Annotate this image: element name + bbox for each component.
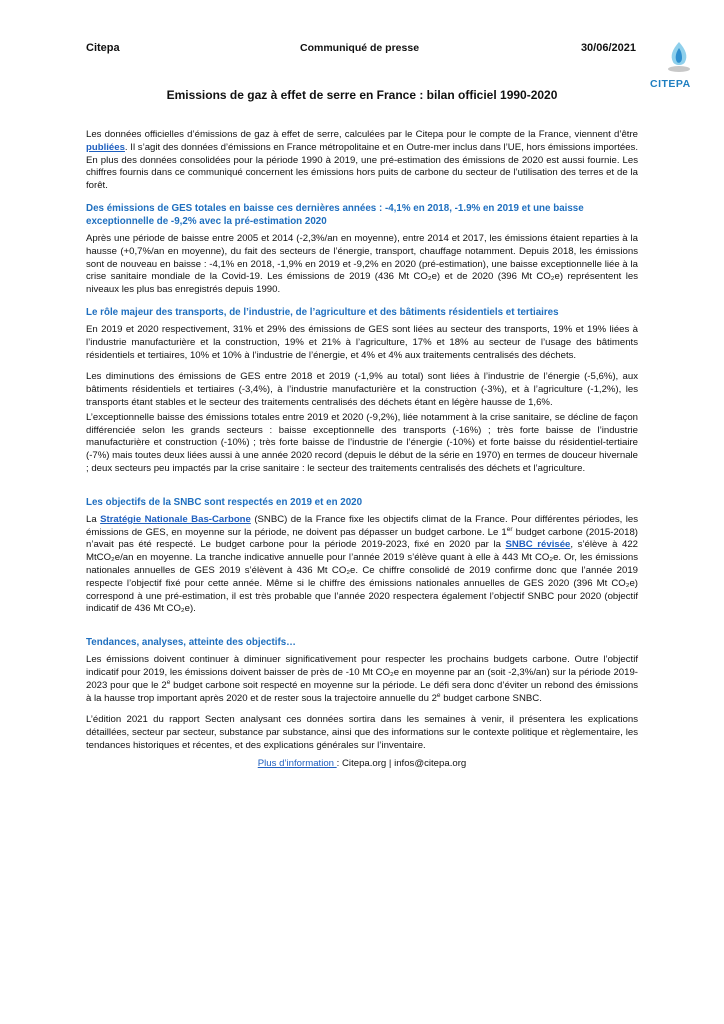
intro-paragraph [86, 129, 638, 193]
section3-text-c: budget carbone (2015-2018) n’avait pas été respecté. Le budget carbone pour la période 2019-2023, fixé en 2020 par la [86, 526, 638, 551]
section3-paragraph [86, 514, 638, 616]
section4-heading: Tendances, analyses, atteinte des objectifs… [86, 637, 296, 649]
section1-paragraph: Après une période de baisse entre 2005 et 2014 (-2,3%/an en moyenne), entre 2014 et 2017, les émissions étaient reparties à la hausse (+0,7%/an en moyenne), du fait des secteurs de l’énergie, transport, chauffage notamment. Depuis 2018, les émissions sont de nouveau en baisse : -4,1% en 2018, -1,9% en 2019 et -9,2% en 2020 (pré-estimation), une baisse exceptionnelle liée à la crise sanitaire mondiale de la Covid-19. Les émissions de 2019 (436 Mt CO₂e) et de 2020 (396 Mt CO₂e) représentent les niveaux les plus bas enregistrés depuis 1990. [86, 232, 638, 296]
section4-text-b: budget carbone soit respecté en moyenne sur la période. Le défi sera donc d’éviter un rebond des émissions à la hausse trop important après 2020 et de rester sous la trajectoire annuelle du 2 [86, 679, 639, 704]
page-title: Emissions de gaz à effet de serre en France : bilan officiel 1990-2020 [166, 88, 558, 102]
intro-text-1: Les données officielles d’émissions de gaz à effet de serre, calculées par le Citepa pour le compte de la France, viennent d’être [86, 129, 638, 140]
section4-text-a: Les émissions doivent continuer à diminuer significativement pour respecter les prochains budgets carbone. Outre l’objectif indicatif pour 2019, les émissions doivent baisser de près de -10 Mt CO₂e en moyenne par an (soit -2,3%/an) sur la période 2019-2023 pour que le 2 [86, 654, 638, 691]
footer-info [86, 758, 638, 771]
press-release-page [86, 42, 638, 770]
section4-text-c: budget carbone SNBC. [440, 692, 542, 704]
closing-paragraph: L’édition 2021 du rapport Secten analysant ces données sortira dans les semaines à venir, il présentera les explications détaillées, secteur par secteur, substance par substance, ainsi que des informations sur le contexte politique et règlementaire, les tendances historiques et récentes, et des explications générales sur l’inventaire. [86, 714, 638, 751]
header-doc-type: Communiqué de presse [300, 42, 420, 54]
section3-text-a: La [86, 513, 101, 525]
section1-heading: Des émissions de GES totales en baisse ces dernières années : -4,1% en 2018, -1.9% en 2019 et une baisse exceptionnelle de -9,2% avec la pré-estimation 2020 [86, 202, 584, 227]
citepa-logo [648, 40, 708, 92]
citepa-logo-icon [664, 40, 694, 74]
footer-contact: : Citepa.org | infos@citepa.org [336, 757, 467, 769]
section2-heading: Le rôle majeur des transports, de l’industrie, de l’agriculture et des bâtiments résidentiels et tertiaires [86, 306, 559, 318]
section4-paragraph [86, 654, 638, 705]
header-org: Citepa [86, 42, 120, 54]
snbc-strategy-link[interactable]: Stratégie Nationale Bas-Carbone [100, 513, 251, 525]
intro-text-2: . Il s’agit des données d’émissions en France métropolitaine et en Outre-mer inclus dans l’UE, hors émissions importées. En plus des données consolidées pour la période 1990 à 2019, une pré-estimation des émissions de 2020 est aussi fournie. Les chiffres fournis dans ce communiqué concernent les émissions hors puits de carbone du secteur de l’utilisation des terres et de la forêt. [86, 141, 638, 192]
superscript-e-2: e [436, 691, 441, 699]
publiees-link[interactable]: publiées [86, 141, 125, 153]
section2-paragraph-1: En 2019 et 2020 respectivement, 31% et 29% des émissions de GES sont liées au secteur des transports, 19% et 19% liées à l’industrie manufacturière et la construction, 19% et 21% à l’agriculture, 17% et 18% au secteur de l’usage des bâtiments résidentiels et tertiaires, 10% et 10% à l’industrie de l’énergie, et 4% et 4% aux traitements centralisés des déchets. [86, 323, 638, 361]
superscript-er: er [506, 525, 513, 533]
document-header [86, 42, 638, 72]
section3-heading: Les objectifs de la SNBC sont respectés en 2019 et en 2020 [86, 496, 363, 508]
section3-text-b: (SNBC) de la France fixe les objectifs climat de la France. Pour différentes périodes, les émissions de GES, en moyenne sur la période, ne doivent pas dépasser un budget carbone. Le 1 [86, 513, 638, 538]
snbc-revisee-link[interactable]: SNBC révisée [505, 539, 571, 551]
header-date: 30/06/2021 [580, 42, 636, 54]
superscript-e: e [166, 678, 171, 686]
section2-paragraph-2: Les diminutions des émissions de GES entre 2018 et 2019 (-1,9% au total) sont liées à l’industrie de l’énergie (-5,6%), aux bâtiments résidentiels et tertiaires (-3,4%), à l’industrie manufacturière et la construction (-3%), et à l’agriculture (-1,2%), les transports étant stables et le secteur des traitements centralisés des déchets étant en légère hausse de 1,6%. [86, 371, 638, 408]
section2-paragraph-3: L’exceptionnelle baisse des émissions totales entre 2019 et 2020 (-9,2%), liée notamment à la crise sanitaire, se décline de façon différenciée selon les grands secteurs : baisse exceptionnelle des transports (-16%) ; très forte baisse de l’industrie manufacturière et construction (-10%) ; très forte baisse de l’industrie de l’énergie (-10%) et forte baisse du résidentiel-tertiaire (-7%) mais toutes deux liées aussi à une année 2020 record (depuis le début de la série en 1970) en termes de douceur hivernale ; deux secteurs peu impactés par la crise sanitaire : le secteur des traitements centralisés des déchets et l’agriculture. [86, 411, 638, 474]
logo-wordmark: CITEPA [650, 78, 691, 90]
plus-information-link[interactable]: Plus d’information [257, 757, 337, 769]
section3-text-d: , s’élève à 422 MtCO₂e/an en moyenne. La tranche indicative annuelle pour l’année 2019 s’élève quant à elle à 443 Mt CO₂e. Or, les émissions nationales annuelles de GES 2019 s’élèvent à 436 Mt CO₂e. Ce chiffre consolidé de 2019 confirme donc que l’année 2019 respecte l’objectif fixé pour cette année. Même si le chiffre des émissions nationales annuelles de GES 2020 (396 Mt CO₂e) correspond à une pré-estimation, il est très probable que l’année 2020 respectera également l’objectif SNBC pour 2020 (objectif indicatif de 436 Mt CO₂e). [86, 539, 638, 615]
